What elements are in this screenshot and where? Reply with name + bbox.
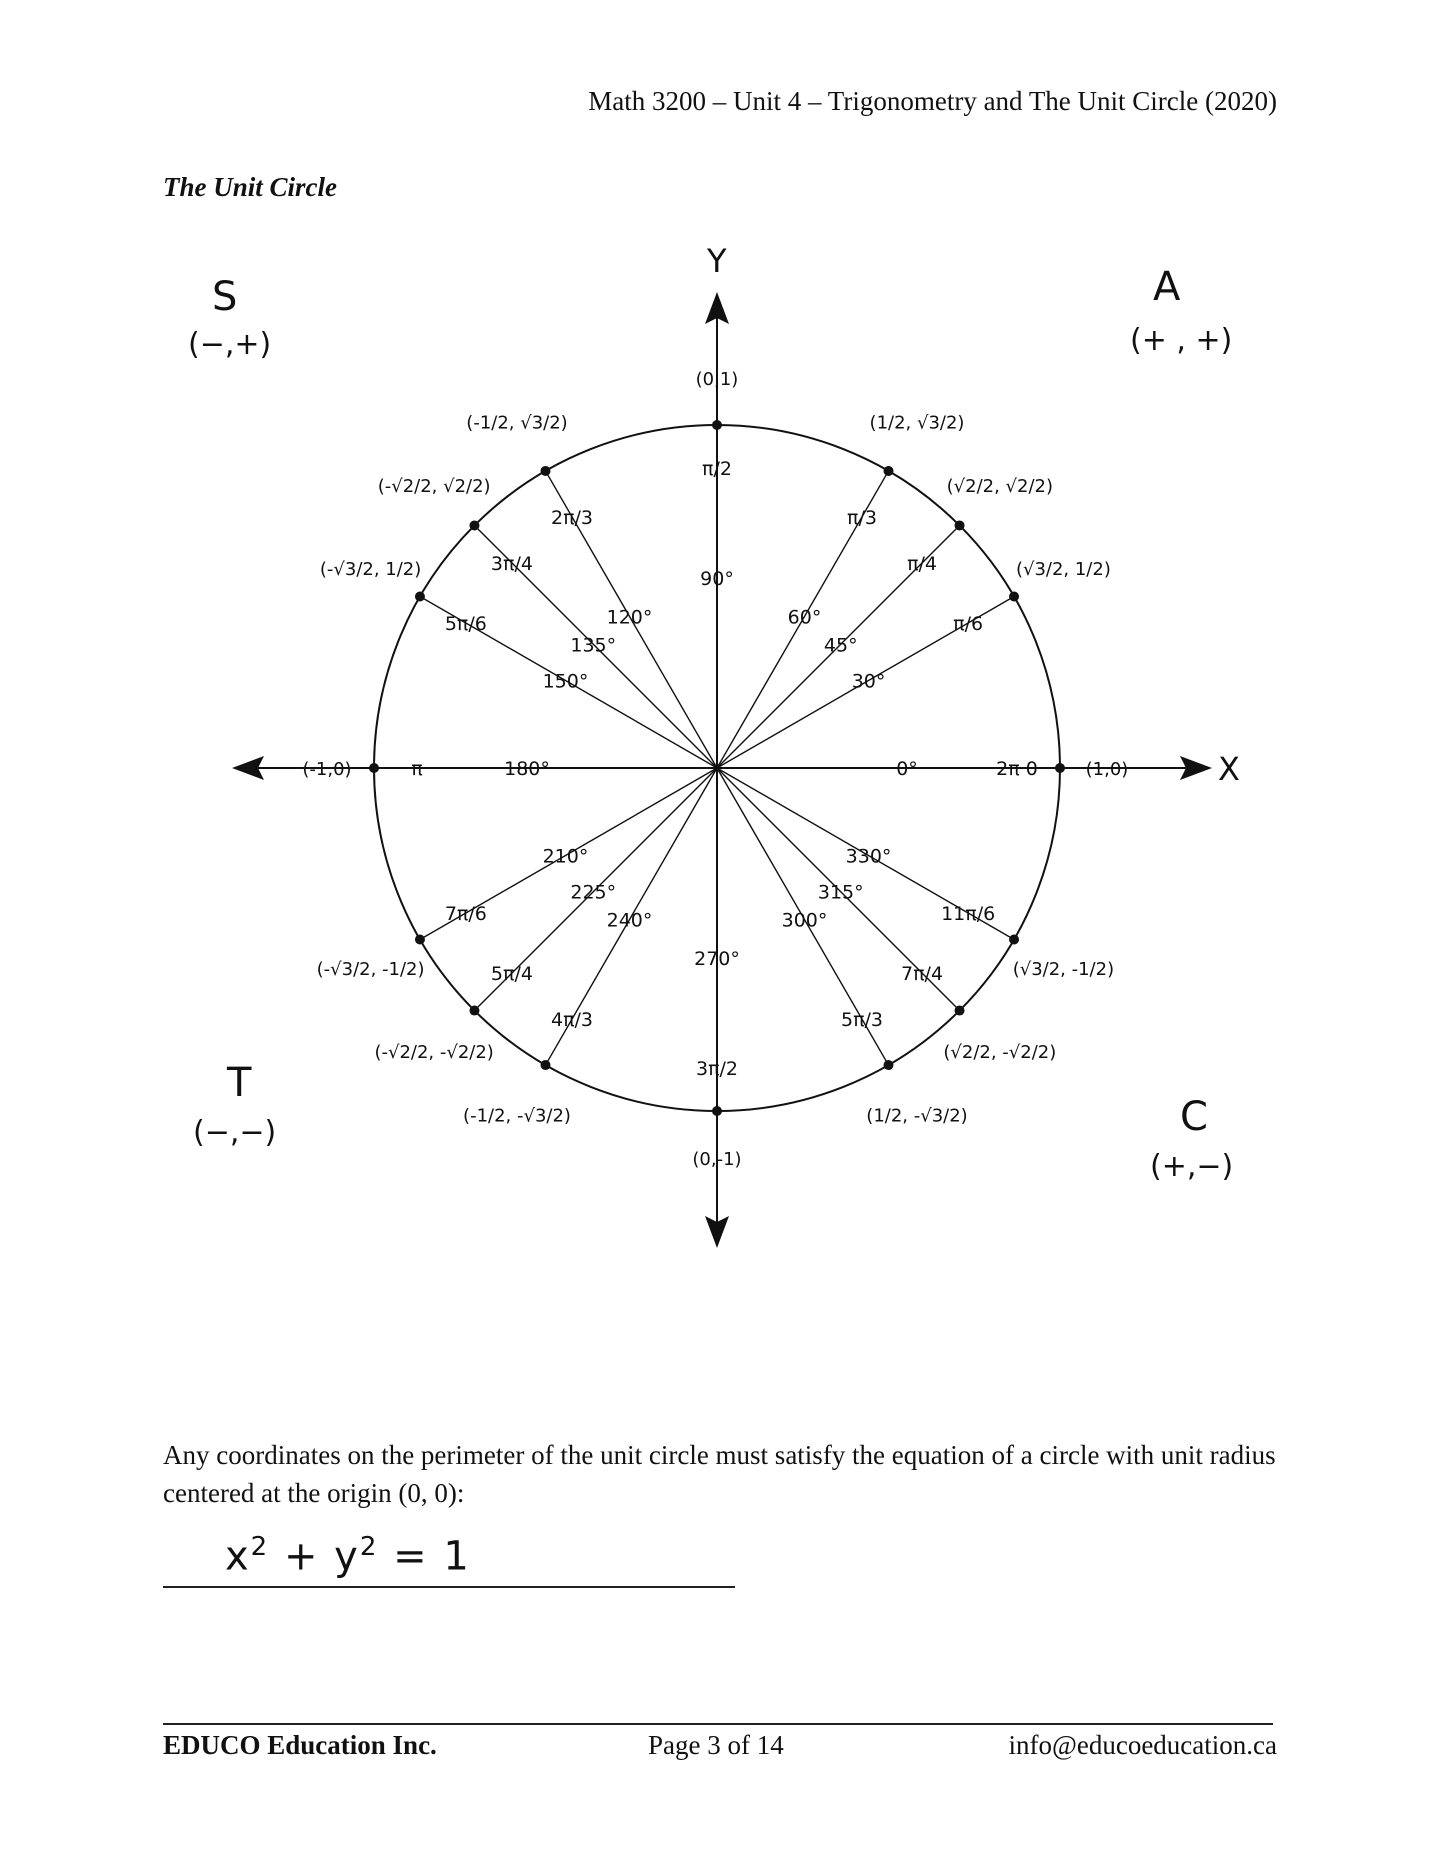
- radian-label-135: 3π/4: [490, 552, 533, 575]
- circle-point-60: [884, 466, 894, 476]
- coordinate-label-150: (-√3/2, 1/2): [319, 559, 422, 580]
- quadrant-c-letter: C: [1180, 1094, 1208, 1140]
- y-axis-label: Y: [707, 242, 727, 280]
- circle-point-150: [415, 592, 425, 602]
- equation-underline: [163, 1586, 735, 1588]
- degree-label-240: 240°: [606, 909, 653, 932]
- footer-email: info@educoeducation.ca: [1008, 1730, 1277, 1760]
- degree-label-135: 135°: [570, 634, 617, 657]
- circle-point-90: [712, 420, 722, 430]
- circle-point-330: [1009, 935, 1019, 945]
- footer-company: EDUCO Education Inc.: [163, 1730, 437, 1760]
- radian-label-300: 5π/3: [840, 1009, 884, 1032]
- section-title: The Unit Circle: [163, 172, 337, 202]
- circle-point-180: [369, 763, 379, 773]
- circle-point-45: [955, 520, 965, 530]
- equation-y-exponent: 2: [359, 1532, 379, 1562]
- degree-label-180: 180°: [504, 758, 550, 780]
- quadrant-a-signs: (+ , +): [1130, 323, 1233, 358]
- coordinate-label-210: (-√3/2, -1/2): [316, 959, 425, 980]
- radian-label-240: 4π/3: [550, 1009, 594, 1032]
- degree-label-120: 120°: [606, 606, 653, 629]
- coordinate-label-180: (-1,0): [302, 759, 352, 780]
- equation-plus: +: [283, 1533, 320, 1580]
- circle-point-0: [1055, 763, 1065, 773]
- coordinate-label-45: (√2/2, √2/2): [946, 476, 1054, 498]
- quadrant-c-signs: (+,−): [1150, 1149, 1234, 1184]
- coordinate-label-120: (-1/2, √3/2): [466, 412, 568, 434]
- circle-point-135: [469, 520, 479, 530]
- coordinate-label-135: (-√2/2, √2/2): [377, 476, 491, 498]
- radian-label-225: 5π/4: [490, 963, 533, 986]
- quadrant-t-letter: T: [227, 1060, 252, 1106]
- circle-point-120: [541, 466, 551, 476]
- radian-label-30: π/6: [953, 613, 984, 635]
- circle-point-300: [884, 1060, 894, 1070]
- coordinate-label-270: (0,-1): [692, 1149, 742, 1170]
- coordinate-label-300: (1/2, -√3/2): [866, 1105, 968, 1127]
- degree-label-90: 90°: [700, 568, 734, 590]
- degree-label-0: 0°: [896, 758, 918, 780]
- circle-point-240: [541, 1060, 551, 1070]
- coordinate-label-30: (√3/2, 1/2): [1015, 559, 1111, 580]
- degree-label-270: 270°: [694, 948, 740, 970]
- degree-label-210: 210°: [542, 845, 589, 868]
- quadrant-s-signs: (−,+): [188, 327, 272, 362]
- circle-point-225: [469, 1006, 479, 1016]
- coordinate-label-60: (1/2, √3/2): [869, 412, 965, 434]
- radian-label-60: π/3: [847, 506, 877, 529]
- footer-divider: [163, 1723, 1273, 1725]
- radian-label-150: 5π/6: [444, 613, 487, 635]
- degree-label-30: 30°: [851, 670, 886, 693]
- circle-point-210: [415, 935, 425, 945]
- coordinate-label-240: (-1/2, -√3/2): [463, 1105, 571, 1127]
- equation-equals: = 1: [393, 1533, 471, 1580]
- equation-x: x: [225, 1533, 251, 1580]
- degree-label-330: 330°: [845, 845, 892, 868]
- quadrant-t-signs: (−,−): [193, 1115, 277, 1150]
- radian-label-210: 7π/6: [444, 903, 487, 925]
- footer-page-number: Page 3 of 14: [648, 1730, 784, 1760]
- coordinate-label-315: (√2/2, -√2/2): [943, 1041, 1057, 1063]
- radian-label-315: 7π/4: [901, 963, 944, 986]
- circle-point-315: [955, 1006, 965, 1016]
- circle-point-270: [712, 1106, 722, 1116]
- radian-label-0: 2π 0: [996, 758, 1038, 780]
- radian-label-45: π/4: [907, 552, 938, 575]
- degree-label-150: 150°: [542, 670, 589, 693]
- radian-label-90: π/2: [702, 458, 732, 480]
- degree-label-45: 45°: [823, 634, 858, 657]
- coordinate-label-330: (√3/2, -1/2): [1012, 959, 1115, 980]
- radian-label-120: 2π/3: [550, 506, 594, 529]
- degree-label-60: 60°: [787, 606, 822, 629]
- circle-point-30: [1009, 592, 1019, 602]
- quadrant-s-letter: S: [212, 274, 238, 320]
- body-paragraph: Any coordinates on the perimeter of the unit circle must satisfy the equation of a circle with unit radius centered at the origin (0, 0):: [163, 1440, 1276, 1508]
- radian-label-330: 11π/6: [941, 903, 996, 925]
- coordinate-label-0: (1,0): [1085, 759, 1129, 780]
- degree-label-300: 300°: [781, 909, 828, 932]
- quadrant-a-letter: A: [1153, 264, 1181, 310]
- unit-circle-diagram: [0, 230, 1445, 1380]
- radian-label-180: π: [411, 758, 423, 780]
- page-header: Math 3200 – Unit 4 – Trigonometry and The Unit Circle (2020): [588, 86, 1277, 116]
- degree-label-315: 315°: [817, 881, 864, 904]
- equation-y: y: [334, 1533, 360, 1580]
- x-axis-label: X: [1218, 750, 1240, 788]
- coordinate-label-90: (0,1): [695, 369, 739, 390]
- equation-x-exponent: 2: [250, 1532, 270, 1562]
- circle-equation: [225, 1532, 471, 1579]
- degree-label-225: 225°: [570, 881, 617, 904]
- radian-label-270: 3π/2: [695, 1058, 739, 1080]
- coordinate-label-225: (-√2/2, -√2/2): [374, 1041, 494, 1063]
